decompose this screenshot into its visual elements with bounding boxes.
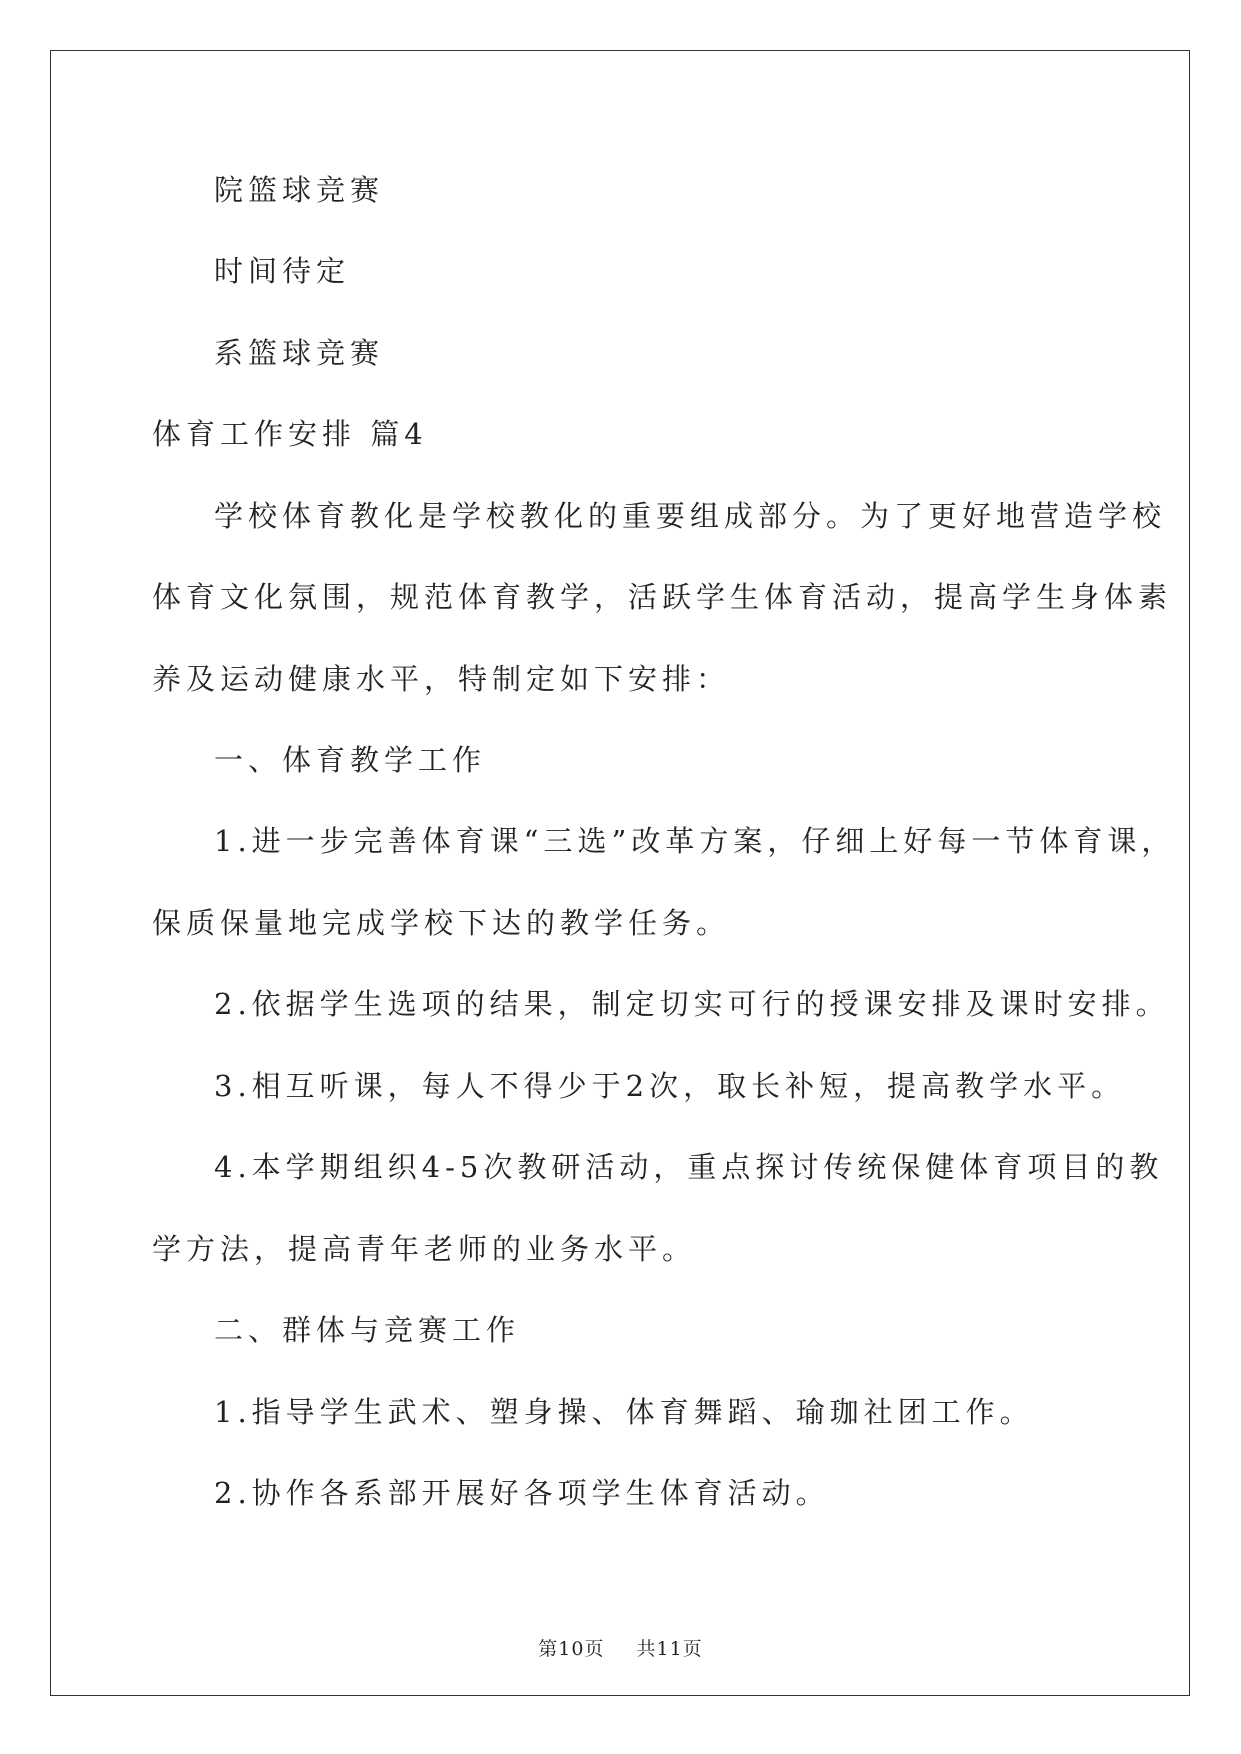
- subsection-heading: 二、群体与竞赛工作: [214, 1313, 521, 1347]
- paragraph-line: 养及运动健康水平，特制定如下安排：: [152, 662, 731, 696]
- paragraph-line: 体育文化氛围，规范体育教学，活跃学生体育活动，提高学生身体素: [152, 580, 1173, 614]
- page-footer: [0, 1636, 1241, 1662]
- page-total: 共11页: [636, 1638, 703, 1660]
- text-line: 院篮球竞赛: [214, 173, 385, 207]
- list-item: 1.指导学生武术、塑身操、体育舞蹈、瑜珈社团工作。: [214, 1395, 1034, 1429]
- page-border: [50, 50, 1190, 1696]
- list-item-continuation: 学方法，提高青年老师的业务水平。: [152, 1232, 697, 1266]
- text-line: 系篮球竞赛: [214, 336, 385, 370]
- paragraph-line: 学校体育教化是学校教化的重要组成部分。为了更好地营造学校: [214, 499, 1167, 533]
- list-item-continuation: 保质保量地完成学校下达的教学任务。: [152, 906, 731, 940]
- section-heading: 体育工作安排 篇4: [152, 417, 428, 451]
- list-item: 3.相互听课，每人不得少于2次，取长补短，提高教学水平。: [214, 1069, 1126, 1103]
- page-number: 第10页: [538, 1638, 605, 1660]
- list-item: 1.进一步完善体育课“三选”改革方案，仔细上好每一节体育课，: [214, 824, 1176, 858]
- list-item: 4.本学期组织4-5次教研活动，重点探讨传统保健体育项目的教: [214, 1150, 1164, 1184]
- list-item: 2.协作各系部开展好各项学生体育活动。: [214, 1476, 830, 1510]
- text-line: 时间待定: [214, 254, 351, 288]
- list-item: 2.依据学生选项的结果，制定切实可行的授课安排及课时安排。: [214, 987, 1170, 1021]
- subsection-heading: 一、体育教学工作: [214, 743, 487, 777]
